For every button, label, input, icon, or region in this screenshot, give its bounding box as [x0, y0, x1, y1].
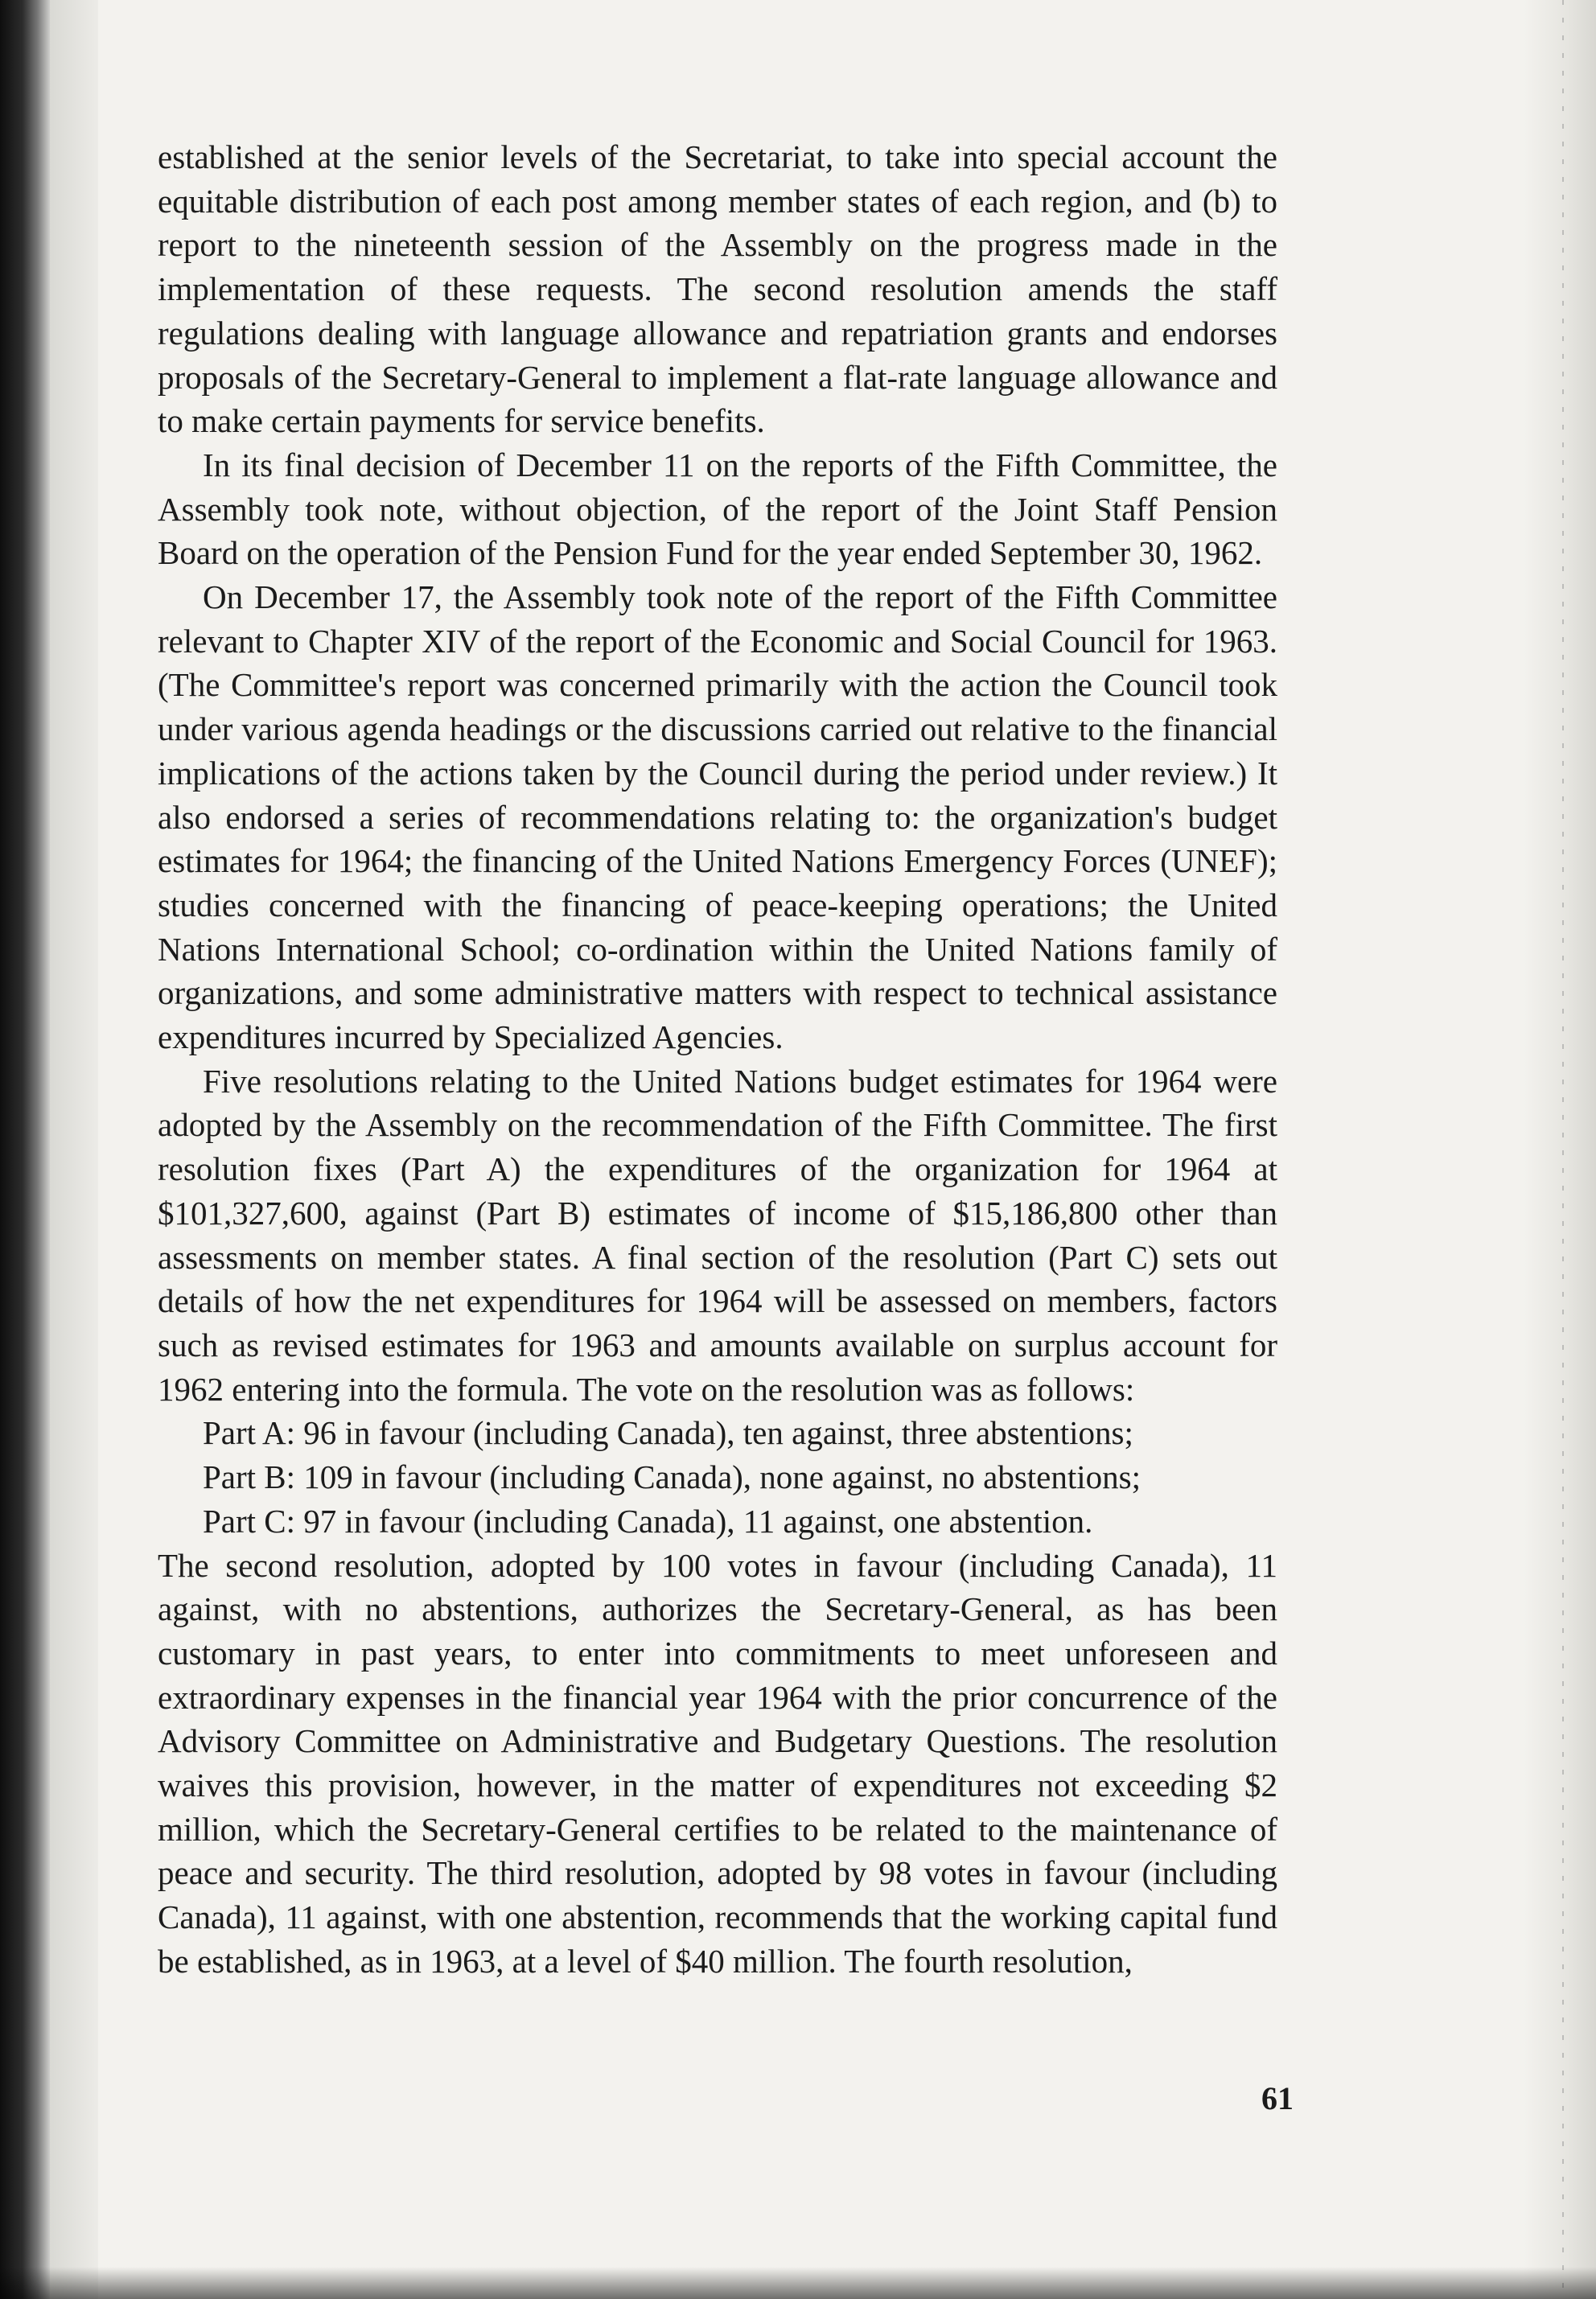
paragraph: On December 17, the Assembly took note of the report of the Fifth Committee relevant to Chapter XIV of the report of the Economic and Social Council for 1963. (The Committee's report was concerned primarily with the action the Council took under various agenda headings or the discussions carried out relative to the financial implications of the actions taken by the Council during the period under review.) It also endorsed a series of recommendations relating to: the organization's budget estimates for 1964; the financing of the United Nations Emergency Forces (UNEF); studies concerned with the financing of peace-keeping operations; the United Nations International School; co-ordination within the United Nations family of organizations, and some administrative matters with respect to technical assistance expenditures incurred by Specialized Agencies.	[158, 578, 1277, 1056]
paragraph: In its final decision of December 11 on the reports of the Fifth Committee, the Assembly took note, without objection, of the report of the Joint Staff Pension Board on the operation of the Pension Fund for the year ended September 30, 1962.	[158, 446, 1277, 572]
bottom-edge-shadow	[0, 2267, 1596, 2299]
page-gutter	[50, 0, 98, 2299]
page-number: 61	[1261, 2080, 1294, 2116]
page-right-edge	[1524, 0, 1596, 2299]
paragraph: The second resolution, adopted by 100 votes in favour (including Canada), 11 against, with no abstentions, authorizes the Secretary-General, as has been customary in past years, to enter into commitments to meet unforeseen and extraordinary expenses in the financial year 1964 with the prior concurrence of the Advisory Committee on Administrative and Budgetary Questions. The resolution waives this provision, however, in the matter of expenditures not exceeding $2 million, which the Secretary-General certifies to be related to the maintenance of peace and security. The third resolution, adopted by 98 votes in favour (including Canada), 11 against, with one abstention, recommends that the working capital fund be established, as in 1963, at a level of $40 million. The fourth resolution,	[158, 1546, 1277, 1980]
paragraph: established at the senior levels of the Secretariat, to take into special account the equitable distribution of each post among member states of each region, and (b) to report to the nineteenth session of the Assembly on the progress made in the implementation of these requests. The second resolution amends the staff regulations dealing with language allowance and repatriation grants and endorses proposals of the Secretary-General to implement a flat-rate language allowance and to make certain payments for service benefits.	[158, 138, 1277, 440]
paragraph: Five resolutions relating to the United Nations budget estimates for 1964 were adopted by the Assembly on the recommendation of the Fifth Committee. The first resolution fixes (Part A) the expenditures of the organization for 1964 at $101,327,600, against (Part B) estimates of income of $15,186,800 other than assessments on member states. A final section of the resolution (Part C) sets out details of how the net expenditures for 1964 will be assessed on members, factors such as revised estimates for 1963 and amounts available on surplus account for 1962 entering into the formula. The vote on the resolution was as follows:	[158, 1062, 1277, 1408]
vote-line-part-a: Part A: 96 in favour (including Canada), ten against, three abstentions;	[203, 1414, 1133, 1452]
vote-line-part-c: Part C: 97 in favour (including Canada), 11 against, one abstention.	[203, 1502, 1093, 1540]
vote-line-part-b: Part B: 109 in favour (including Canada), none against, no abstentions;	[203, 1458, 1141, 1496]
body-text	[158, 135, 1277, 1984]
scan-artifact-dots	[1562, 0, 1564, 2299]
book-spine	[0, 0, 50, 2299]
